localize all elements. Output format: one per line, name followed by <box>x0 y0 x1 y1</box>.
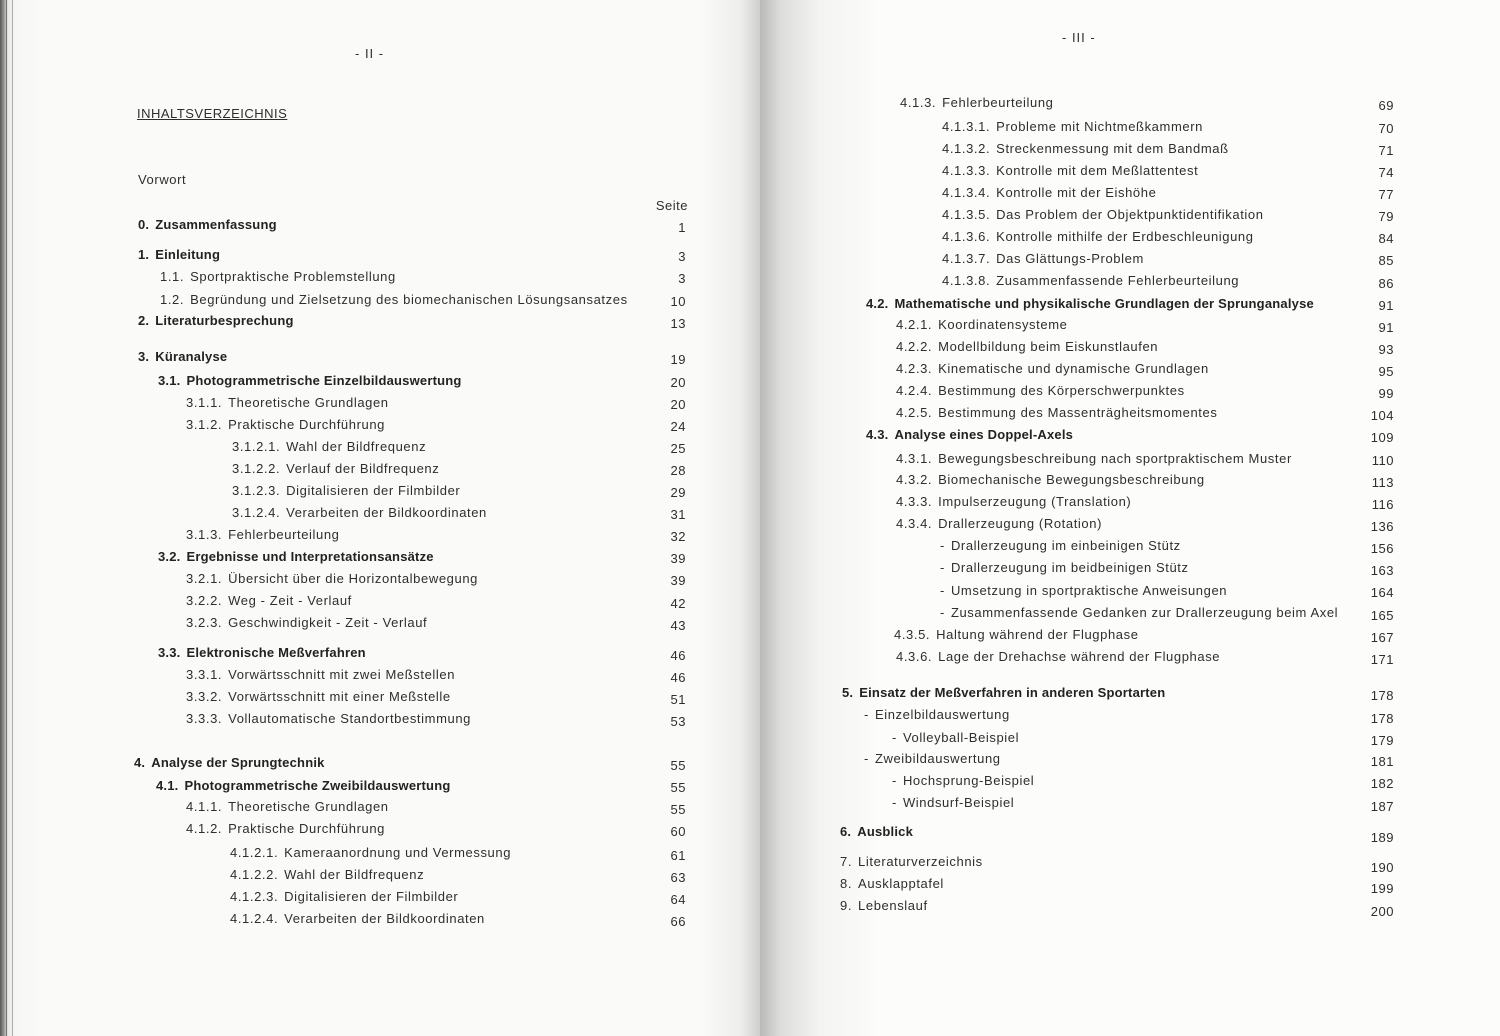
toc-entry-number: 8. <box>840 876 853 891</box>
toc-entry-title: Bestimmung des Massenträgheitsmomentes <box>938 405 1218 420</box>
toc-page-number: 71 <box>1378 143 1394 158</box>
toc-page-number: 164 <box>1370 585 1394 600</box>
toc-entry-title: Analyse der Sprungtechnik <box>151 755 325 770</box>
toc-entry <box>896 361 1209 377</box>
toc-page-number: 182 <box>1370 776 1394 791</box>
toc-entry-number: 3.2.2. <box>186 593 223 608</box>
toc-entry-number: 4.1.2. <box>186 821 223 836</box>
toc-entry <box>940 538 1181 554</box>
toc-entry-number: 1.2. <box>160 292 185 307</box>
toc-entry-number: 3.1.1. <box>186 395 223 410</box>
toc-page-number: 189 <box>1370 830 1394 845</box>
toc-entry-title: Kontrolle mit der Eishöhe <box>996 185 1157 200</box>
toc-entry <box>866 427 1073 443</box>
toc-entry <box>940 583 1227 599</box>
toc-entry-number: 4.1.3.2. <box>942 141 991 156</box>
toc-entry-title: Vorwärtsschnitt mit zwei Meßstellen <box>228 667 456 682</box>
toc-entry <box>864 707 1010 723</box>
toc-page-number: 99 <box>1378 386 1394 401</box>
toc-entry <box>896 383 1185 399</box>
toc-entry <box>186 395 389 411</box>
toc-page-number: 53 <box>670 714 686 729</box>
toc-entry <box>230 867 424 883</box>
toc-entry <box>894 627 1139 643</box>
toc-entry <box>160 269 396 285</box>
toc-entry-title: Streckenmessung mit dem Bandmaß <box>996 141 1229 156</box>
toc-entry <box>232 439 426 455</box>
toc-page-number: 84 <box>1378 231 1394 246</box>
toc-entry <box>186 615 427 631</box>
page-edge <box>12 0 13 1036</box>
toc-entry <box>160 292 628 308</box>
toc-entry <box>840 898 928 914</box>
toc-entry-title: Wahl der Bildfrequenz <box>284 867 425 882</box>
toc-entry <box>892 773 1034 789</box>
toc-entry-title: Praktische Durchführung <box>228 417 386 432</box>
toc-entry-title: Koordinatensysteme <box>938 317 1068 332</box>
toc-entry-number: 3.1.2.2. <box>232 461 281 476</box>
toc-entry-title: Modellbildung beim Eiskunstlaufen <box>938 339 1159 354</box>
toc-entry <box>896 339 1158 355</box>
toc-entry-number: 3.1.3. <box>186 527 223 542</box>
toc-entry <box>186 711 471 727</box>
toc-page-number: 51 <box>670 692 686 707</box>
toc-entry <box>138 247 220 263</box>
toc-entry-number: 4.1.3.7. <box>942 251 991 266</box>
toc-page-number: 69 <box>1378 98 1394 113</box>
toc-page-number: 178 <box>1370 711 1394 726</box>
toc-entry-title: Bewegungsbeschreibung nach sportpraktischem Muster <box>938 451 1292 466</box>
toc-entry <box>230 889 458 905</box>
toc-page-number: 39 <box>670 573 686 588</box>
toc-entry <box>942 141 1229 157</box>
toc-entry <box>840 854 983 870</box>
toc-page-number: 60 <box>670 824 686 839</box>
toc-entry-number: 0. <box>138 217 150 232</box>
toc-entry-number: 4.1.2.4. <box>230 911 279 926</box>
toc-entry-number: 3.3.2. <box>186 689 223 704</box>
toc-entry-title: Theoretische Grundlagen <box>228 799 389 814</box>
toc-entry-number: 3.2.3. <box>186 615 223 630</box>
toc-page-number: 3 <box>678 249 686 264</box>
toc-page-number: 91 <box>1378 298 1394 313</box>
toc-entry-title: Vorwärtsschnitt mit einer Meßstelle <box>228 689 451 704</box>
toc-page-number: 167 <box>1370 630 1394 645</box>
toc-entry-title: Drallerzeugung im beidbeinigen Stütz <box>950 560 1189 575</box>
toc-entry-number: 1.1. <box>160 269 185 284</box>
toc-entry-title: Literaturverzeichnis <box>858 854 983 869</box>
toc-entry-number: - <box>940 560 945 575</box>
toc-page-number: 116 <box>1371 497 1394 512</box>
toc-entry-title: Windsurf-Beispiel <box>902 795 1015 810</box>
toc-entry-number: 7. <box>840 854 853 869</box>
toc-entry <box>842 685 1165 701</box>
toc-entry-number: 3.2.1. <box>186 571 223 586</box>
page-number-header: - III - <box>1062 30 1096 45</box>
toc-entry <box>942 207 1264 223</box>
toc-entry-title: Fehlerbeurteilung <box>228 527 340 542</box>
toc-entry <box>232 505 487 521</box>
page-column-label: Seite <box>655 198 688 213</box>
toc-entry-number: 2. <box>138 313 150 328</box>
toc-entry-title: Analyse eines Doppel-Axels <box>894 427 1074 442</box>
toc-entry-number: 4.3.2. <box>896 472 933 487</box>
toc-entry-title: Elektronische Meßverfahren <box>186 645 366 660</box>
toc-page-number: 187 <box>1370 799 1394 814</box>
toc-entry <box>940 560 1189 576</box>
toc-entry <box>158 373 462 389</box>
toc-title: INHALTSVERZEICHNIS <box>137 106 288 121</box>
toc-entry-number: - <box>864 707 869 722</box>
toc-entry <box>942 229 1254 245</box>
toc-page-number: 165 <box>1370 608 1394 623</box>
toc-page-number: 55 <box>670 780 686 795</box>
toc-entry-number: 3.3.1. <box>186 667 223 682</box>
toc-entry-title: Begründung und Zielsetzung des biomechanischen Lösungsansatzes <box>190 292 628 307</box>
toc-entry-title: Kontrolle mit dem Meßlattentest <box>996 163 1199 178</box>
toc-page-number: 32 <box>670 529 686 544</box>
toc-page-number: 3 <box>678 271 686 286</box>
toc-entry <box>138 172 186 188</box>
toc-entry-number: 4.3.6. <box>896 649 933 664</box>
toc-page-number: 64 <box>670 892 686 907</box>
toc-entry-title: Praktische Durchführung <box>228 821 386 836</box>
toc-page-number: 77 <box>1378 187 1394 202</box>
toc-entry-number: 3.1.2.4. <box>232 505 281 520</box>
toc-page-number: 74 <box>1378 165 1394 180</box>
toc-entry-number: 3. <box>138 349 150 364</box>
toc-entry-number: 4.1.3.3. <box>942 163 991 178</box>
toc-entry-number: 4. <box>134 755 146 770</box>
toc-page-number: 171 <box>1370 652 1394 667</box>
toc-entry <box>158 549 434 565</box>
toc-entry-title: Übersicht über die Horizontalbewegung <box>228 571 478 586</box>
toc-entry-title: Kontrolle mithilfe der Erdbeschleunigung <box>996 229 1254 244</box>
toc-entry-title: Geschwindigkeit - Zeit - Verlauf <box>228 615 428 630</box>
toc-page-number: 46 <box>670 648 686 663</box>
toc-page-number: 199 <box>1370 881 1394 896</box>
toc-page-number: 91 <box>1378 320 1394 335</box>
toc-entry-title: Bestimmung des Körperschwerpunktes <box>938 383 1185 398</box>
toc-page-number: 104 <box>1370 408 1394 423</box>
toc-entry <box>186 571 478 587</box>
toc-page-number: 85 <box>1378 253 1394 268</box>
toc-page-number: 20 <box>670 375 686 390</box>
toc-entry-title: Probleme mit Nichtmeßkammern <box>996 119 1203 134</box>
toc-entry <box>942 251 1144 267</box>
toc-page-number: 20 <box>670 397 686 412</box>
toc-entry <box>186 821 385 837</box>
toc-page-number: 86 <box>1378 276 1394 291</box>
toc-page-number: 179 <box>1370 733 1394 748</box>
toc-entry-number: 4.2.1. <box>896 317 933 332</box>
toc-entry-number: 3.1. <box>158 373 181 388</box>
toc-entry <box>156 778 450 794</box>
toc-entry <box>864 751 1001 767</box>
toc-entry-title: Küranalyse <box>155 349 228 364</box>
toc-entry-title: Einleitung <box>155 247 221 262</box>
toc-page-number: 39 <box>670 551 686 566</box>
toc-entry-title: Drallerzeugung (Rotation) <box>938 516 1102 531</box>
toc-entry <box>138 349 227 365</box>
toc-entry-title: Verarbeiten der Bildkoordinaten <box>286 505 487 520</box>
toc-entry <box>134 755 325 771</box>
toc-entry <box>186 799 389 815</box>
toc-entry <box>158 645 366 661</box>
toc-entry-title: Drallerzeugung im einbeinigen Stütz <box>950 538 1181 553</box>
toc-page-number: 25 <box>670 441 686 456</box>
toc-entry-title: Ausblick <box>857 824 914 839</box>
toc-entry-number: 1. <box>138 247 150 262</box>
toc-page-number: 19 <box>670 352 686 367</box>
toc-page-number: 79 <box>1378 209 1394 224</box>
toc-entry <box>896 494 1131 510</box>
toc-entry-title: Biomechanische Bewegungsbeschreibung <box>938 472 1205 487</box>
toc-entry <box>230 911 485 927</box>
toc-entry-number: 5. <box>842 685 854 700</box>
toc-entry-title: Volleyball-Beispiel <box>902 730 1020 745</box>
toc-entry-number: 3.3. <box>158 645 181 660</box>
toc-page-number: 43 <box>670 618 686 633</box>
toc-entry-title: Vollautomatische Standortbestimmung <box>228 711 471 726</box>
toc-entry-number: 4.3.5. <box>894 627 931 642</box>
toc-entry-number: 3.1.2.3. <box>232 483 281 498</box>
toc-entry <box>896 649 1220 665</box>
toc-entry-number: - <box>892 795 897 810</box>
toc-entry-title: Umsetzung in sportpraktische Anweisungen <box>950 583 1228 598</box>
toc-entry-number: 4.1.3.6. <box>942 229 991 244</box>
toc-entry <box>230 845 511 861</box>
toc-entry <box>900 95 1054 111</box>
toc-entry <box>232 461 439 477</box>
toc-entry-title: Verarbeiten der Bildkoordinaten <box>284 911 485 926</box>
toc-entry-title: Das Problem der Objektpunktidentifikation <box>996 207 1264 222</box>
toc-entry <box>942 119 1203 135</box>
toc-entry <box>896 317 1067 333</box>
toc-entry-title: Ausklapptafel <box>858 876 944 891</box>
page-number-header: - II - <box>355 46 385 61</box>
toc-entry <box>866 296 1314 312</box>
toc-entry-number: 4.2.5. <box>896 405 933 420</box>
toc-page-number: 1 <box>678 220 686 235</box>
toc-entry-number: - <box>940 538 945 553</box>
toc-entry <box>896 451 1292 467</box>
toc-page-number: 95 <box>1378 364 1394 379</box>
toc-entry <box>186 417 385 433</box>
toc-entry-number: - <box>940 605 945 620</box>
toc-entry-title: Photogrammetrische Einzelbildauswertung <box>186 373 462 388</box>
toc-entry-number: 4.3.3. <box>896 494 933 509</box>
toc-page-number: 66 <box>670 914 686 929</box>
toc-entry-title: Hochsprung-Beispiel <box>902 773 1035 788</box>
toc-entry-number: 4.1.2.3. <box>230 889 279 904</box>
toc-entry <box>892 795 1014 811</box>
toc-entry-title: Das Glättungs-Problem <box>996 251 1144 266</box>
toc-entry <box>138 217 277 233</box>
toc-entry-title: Digitalisieren der Filmbilder <box>284 889 459 904</box>
toc-entry-number: 4.3.1. <box>896 451 933 466</box>
toc-page-number: 156 <box>1370 541 1394 556</box>
toc-page-number: 181 <box>1370 754 1394 769</box>
toc-entry-number: 4.1.2.2. <box>230 867 279 882</box>
toc-page-number: 55 <box>670 758 686 773</box>
toc-page-number: 200 <box>1370 904 1394 919</box>
toc-entry-number: 4.1.3.4. <box>942 185 991 200</box>
toc-page-number: 31 <box>670 507 686 522</box>
toc-entry-title: Verlauf der Bildfrequenz <box>286 461 440 476</box>
toc-entry-number: 4.1.3.1. <box>942 119 991 134</box>
toc-page-number: 29 <box>670 485 686 500</box>
toc-entry-number: 4.2.3. <box>896 361 933 376</box>
toc-entry-number: 3.3.3. <box>186 711 223 726</box>
toc-entry <box>896 516 1102 532</box>
toc-page-number: 24 <box>670 419 686 434</box>
toc-page-number: 28 <box>670 463 686 478</box>
toc-entry-number: 3.1.2. <box>186 417 223 432</box>
toc-page-number: 61 <box>670 848 686 863</box>
toc-page-number: 109 <box>1370 430 1394 445</box>
toc-entry-title: Ergebnisse und Interpretationsansätze <box>186 549 434 564</box>
toc-page-number: 42 <box>670 596 686 611</box>
toc-page-number: 55 <box>670 802 686 817</box>
toc-entry-number: 4.1.2.1. <box>230 845 279 860</box>
toc-entry <box>940 605 1338 621</box>
toc-entry <box>840 824 913 840</box>
toc-entry-title: Vorwort <box>138 172 187 187</box>
toc-entry <box>942 185 1156 201</box>
toc-entry-title: Einzelbildauswertung <box>874 707 1010 722</box>
toc-page-number: 136 <box>1370 519 1394 534</box>
toc-entry <box>186 667 455 683</box>
toc-entry-number: 4.1.1. <box>186 799 223 814</box>
toc-entry-title: Wahl der Bildfrequenz <box>286 439 427 454</box>
toc-entry <box>892 730 1019 746</box>
toc-entry <box>186 689 451 705</box>
toc-page-number: 70 <box>1378 121 1394 136</box>
toc-entry-number: - <box>892 730 897 745</box>
toc-entry <box>942 163 1198 179</box>
toc-page-number: 178 <box>1370 688 1394 703</box>
toc-entry-number: 3.1.2.1. <box>232 439 281 454</box>
toc-entry-title: Lebenslauf <box>858 898 928 913</box>
toc-entry-title: Fehlerbeurteilung <box>942 95 1054 110</box>
toc-entry <box>138 313 294 329</box>
toc-entry <box>186 593 352 609</box>
page-edge <box>6 0 7 1036</box>
toc-entry-number: 6. <box>840 824 852 839</box>
toc-entry <box>186 527 340 543</box>
toc-entry-number: - <box>940 583 945 598</box>
toc-page-number: 13 <box>670 316 686 331</box>
toc-entry-title: Kinematische und dynamische Grundlagen <box>938 361 1209 376</box>
toc-page-number: 163 <box>1370 563 1394 578</box>
toc-entry-title: Digitalisieren der Filmbilder <box>286 483 461 498</box>
toc-entry-number: 4.3.4. <box>896 516 933 531</box>
toc-entry-title: Theoretische Grundlagen <box>228 395 389 410</box>
toc-entry-number: - <box>864 751 869 766</box>
toc-entry <box>942 273 1239 289</box>
toc-entry-number: 4.1.3. <box>900 95 937 110</box>
toc-entry-number: - <box>892 773 897 788</box>
toc-entry-title: Weg - Zeit - Verlauf <box>228 593 352 608</box>
toc-entry-number: 4.1.3.5. <box>942 207 991 222</box>
toc-entry-number: 9. <box>840 898 853 913</box>
toc-entry-title: Zweibildauswertung <box>874 751 1001 766</box>
toc-page-number: 46 <box>670 670 686 685</box>
toc-entry <box>896 472 1205 488</box>
toc-entry-title: Zusammenfassende Fehlerbeurteilung <box>996 273 1240 288</box>
toc-entry-title: Impulserzeugung (Translation) <box>938 494 1132 509</box>
toc-entry-title: Literaturbesprechung <box>155 313 294 328</box>
toc-entry-number: 4.1.3.8. <box>942 273 991 288</box>
toc-page-number: 63 <box>670 870 686 885</box>
toc-entry <box>840 876 944 892</box>
toc-entry-title: Mathematische und physikalische Grundlagen der Sprunganalyse <box>894 296 1314 311</box>
toc-entry-number: 4.2.4. <box>896 383 933 398</box>
right-page <box>760 0 1500 1036</box>
toc-entry-title: Einsatz der Meßverfahren in anderen Sportarten <box>859 685 1166 700</box>
toc-entry-number: 4.2. <box>866 296 889 311</box>
toc-page-number: 93 <box>1378 342 1394 357</box>
toc-entry-number: 4.1. <box>156 778 179 793</box>
toc-entry-title: Zusammenfassende Gedanken zur Drallerzeugung beim Axel <box>950 605 1339 620</box>
toc-entry-title: Photogrammetrische Zweibildauswertung <box>184 778 451 793</box>
toc-entry-title: Haltung während der Flugphase <box>936 627 1139 642</box>
toc-entry <box>232 483 460 499</box>
toc-entry-number: 4.2.2. <box>896 339 933 354</box>
toc-entry-number: 3.2. <box>158 549 181 564</box>
toc-entry-number: 4.3. <box>866 427 889 442</box>
toc-entry-title: Sportpraktische Problemstellung <box>190 269 396 284</box>
toc-page-number: 10 <box>670 294 686 309</box>
toc-entry-title: Lage der Drehachse während der Flugphase <box>938 649 1221 664</box>
toc-entry-title: Kameraanordnung und Vermessung <box>284 845 512 860</box>
toc-entry <box>896 405 1217 421</box>
toc-page-number: 190 <box>1370 860 1394 875</box>
toc-entry-title: Zusammenfassung <box>155 217 277 232</box>
toc-page-number: 110 <box>1371 453 1394 468</box>
toc-page-number: 113 <box>1371 475 1394 490</box>
